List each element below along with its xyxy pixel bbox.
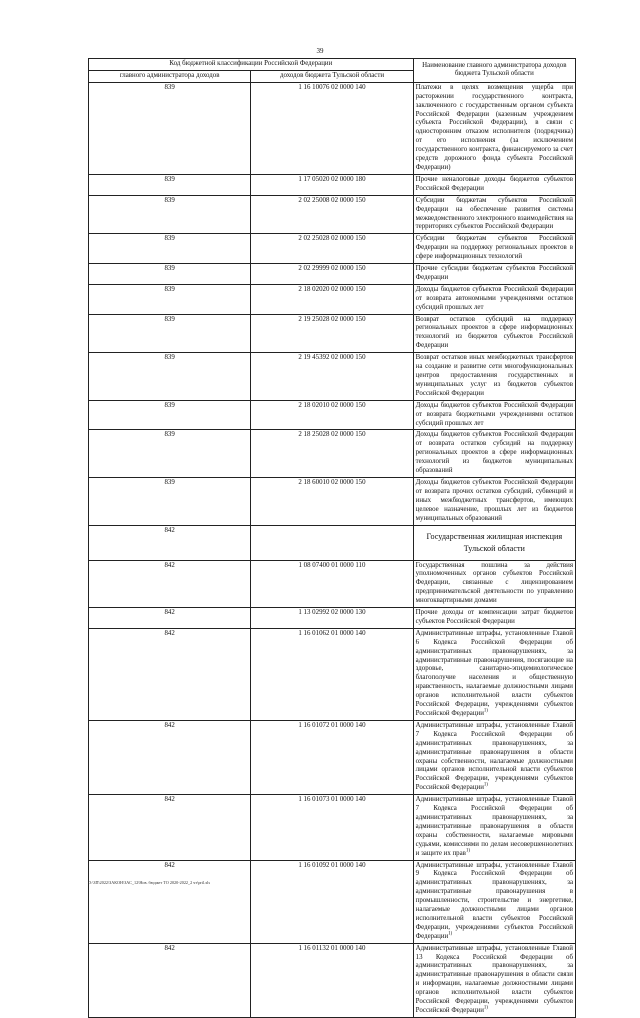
table-row	[89, 264, 576, 285]
revenue-name-cell	[413, 628, 575, 720]
revenue-name-cell	[413, 795, 575, 860]
admin-code-cell: 842	[89, 628, 251, 720]
name-header: Наименование главного администратора доходов бюджета Тульской области	[413, 59, 575, 83]
table-row	[89, 720, 576, 794]
revenue-name-cell	[413, 195, 575, 234]
revenue-name-text: Административные штрафы, установленные Главой 7 Кодекса Российской Федерации об административных правонарушениях, за административные правонарушения в области охраны собственности, налагаемые мировыми судьями, комиссиями по делам несовершеннолетних и защите их прав	[415, 796, 573, 857]
revenue-name-text: Доходы бюджетов субъектов Российской Федерации от возврата автономными учреждениями остатков субсидий прошлых лет	[415, 285, 573, 311]
table-row	[89, 284, 576, 314]
admin-code-cell: 839	[89, 314, 251, 353]
table-row	[89, 628, 576, 720]
admin-code-cell: 839	[89, 82, 251, 174]
revenue-name-cell	[413, 264, 575, 285]
revenue-name-text: Доходы бюджетов субъектов Российской Федерации от возврата остатков субсидий на поддержку региональных проектов в сфере информационных технологий из бюджетов муниципальных образований	[415, 431, 573, 475]
admin-code-cell: 839	[89, 400, 251, 430]
revenue-name-text: Государственная жилищная инспекция Тульской области	[426, 531, 563, 553]
revenue-name-cell	[413, 314, 575, 353]
table-row	[89, 608, 576, 629]
admin-code-cell: 839	[89, 284, 251, 314]
table-header	[89, 59, 576, 83]
revenue-name-cell	[413, 400, 575, 430]
revenue-name-cell	[413, 860, 575, 943]
revenue-name-text: Доходы бюджетов субъектов Российской Федерации от возврата бюджетными учреждениями остатков субсидий прошлых лет	[415, 401, 573, 427]
revenue-name-cell	[413, 560, 575, 608]
revenue-name-text: Субсидии бюджетам субъектов Российской Федерации на обеспечение развития системы межведомственного электронного взаимодействия на территориях субъектов Российской Федерации	[415, 196, 573, 231]
revenue-name-cell	[413, 477, 575, 525]
table-row	[89, 400, 576, 430]
revenue-code-cell: 1 16 01092 01 0000 140	[251, 860, 413, 943]
file-path-footer: D:\ЗП\2022\ЗАКОН\ЗАС_12\Нов. бюджет ТО 2020-2022_2 чт\pril.xls	[88, 880, 211, 885]
admin-code-cell: 839	[89, 264, 251, 285]
revenue-name-cell	[413, 608, 575, 629]
revenue-name-text: Административные штрафы, установленные Главой 6 Кодекса Российской Федерации об административных правонарушениях, за административные правонарушения, посягающие на здоровье, санитарно-эпидемиологическое благополучие населения и общественную нравственность, налагаемые должностными лицами органов исполнительной власти субъектов Российской Федерации, учреждениями субъектов Российской Федерации	[415, 629, 573, 717]
revenue-name-text: Доходы бюджетов субъектов Российской Федерации от возврата прочих остатков субсидий, субвенций и иных межбюджетных трансфертов, имеющих целевое назначение, прошлых лет из бюджетов муниципальных образований	[415, 478, 573, 522]
table-row	[89, 174, 576, 195]
revenue-code-cell: 1 16 01062 01 0000 140	[251, 628, 413, 720]
table-row	[89, 943, 576, 1017]
revenue-code-cell: 2 19 25028 02 0000 150	[251, 314, 413, 353]
admin-code-cell: 839	[89, 353, 251, 401]
table-row	[89, 525, 576, 560]
revenue-code-cell: 2 18 02020 02 0000 150	[251, 284, 413, 314]
table-row	[89, 477, 576, 525]
table-row	[89, 314, 576, 353]
revenue-name-cell	[413, 82, 575, 174]
table-row	[89, 353, 576, 401]
admin-code-cell: 839	[89, 477, 251, 525]
revenue-code-cell: 1 13 02992 02 0000 130	[251, 608, 413, 629]
revenue-name-cell	[413, 430, 575, 478]
admin-code-cell: 842	[89, 943, 251, 1017]
table-row	[89, 795, 576, 860]
revenue-code-cell: 1 16 10076 02 0000 140	[251, 82, 413, 174]
revenue-name-cell	[413, 353, 575, 401]
footnote-marker: 1)	[483, 708, 488, 714]
admin-code-cell: 842	[89, 525, 251, 560]
revenue-code-cell: 2 18 02010 02 0000 150	[251, 400, 413, 430]
revenue-name-text: Административные штрафы, установленные Главой 7 Кодекса Российской Федерации об административных правонарушениях, за административные правонарушения в области охраны собственности, налагаемые должностными лицами органов исполнительной власти субъектов Российской Федерации, учреждениями субъектов Российской Федерации	[415, 721, 573, 792]
revenue-name-text: Прочие неналоговые доходы бюджетов субъектов Российской Федерации	[415, 175, 573, 192]
table-row	[89, 560, 576, 608]
footnote-marker: 1)	[483, 782, 488, 788]
revenue-name-cell	[413, 234, 575, 264]
revenue-name-text: Прочие доходы от компенсации затрат бюджетов субъектов Российской Федерации	[415, 609, 573, 625]
admin-code-cell: 842	[89, 795, 251, 860]
revenue-name-text: Государственная пошлина за действия уполномоченных органов субъектов Российской Федерации, связанные с лицензированием предпринимательской деятельности по управлению многоквартирными домами	[415, 561, 573, 605]
revenue-code-cell: 1 16 01132 01 0000 140	[251, 943, 413, 1017]
table-body	[89, 82, 576, 1017]
revenue-code-cell: 2 19 45392 02 0000 150	[251, 353, 413, 401]
revenue-code-cell: 2 02 25008 02 0000 150	[251, 195, 413, 234]
admin-code-cell: 839	[89, 174, 251, 195]
revenue-code-cell	[251, 525, 413, 560]
admin-code-cell: 839	[89, 430, 251, 478]
footnote-marker: 1)	[448, 931, 453, 937]
admin-code-cell: 842	[89, 560, 251, 608]
revenue-name-cell	[413, 284, 575, 314]
revenue-code-cell: 1 17 05020 02 0000 180	[251, 174, 413, 195]
revenue-name-text: Возврат остатков субсидий на поддержку региональных проектов в сфере информационных технологий из бюджетов субъектов Российской Федерации	[415, 315, 573, 350]
revenue-name-cell	[413, 525, 575, 560]
page-number: 39	[316, 47, 324, 55]
revenue-code-cell: 2 18 60010 02 0000 150	[251, 477, 413, 525]
footnote-marker: 1)	[483, 1005, 488, 1011]
revenue-name-cell	[413, 720, 575, 794]
admin-header: главного администратора доходов	[89, 70, 251, 82]
table-row	[89, 195, 576, 234]
table-row	[89, 860, 576, 943]
revenue-code-cell: 2 02 25028 02 0000 150	[251, 234, 413, 264]
revenue-name-text: Возврат остатков иных межбюджетных трансфертов на создание и развитие сети многофункциональных центров предоставления государственных и муниципальных услуг из бюджетов субъектов Российской Федерации	[415, 354, 573, 397]
revenue-code-cell: 2 18 25028 02 0000 150	[251, 430, 413, 478]
code-header: доходов бюджета Тульской области	[251, 70, 413, 82]
revenue-name-cell	[413, 174, 575, 195]
table-row	[89, 430, 576, 478]
revenue-name-text: Платежи в целях возмещения ущерба при расторжении государственного контракта, заключенного с государственным органом субъекта Российской Федерации (казенным учреждением субъекта Российской Федерации), в связи с односторонним отказом исполнителя (подрядчика) от его исполнения (за исключением государственного контракта, финансируемого за счет средств дорожного фонда субъекта Российской Федерации)	[415, 83, 573, 171]
revenue-code-cell: 2 02 29999 02 0000 150	[251, 264, 413, 285]
revenue-name-text: Административные штрафы, установленные Главой 13 Кодекса Российской Федерации об административных правонарушениях, за административные правонарушения в области связи и информации, налагаемые должностными лицами органов исполнительной власти субъектов Российской Федерации, учреждениями субъектов Российской Федерации	[415, 944, 573, 1014]
revenue-code-cell: 1 16 01072 01 0000 140	[251, 720, 413, 794]
revenue-code-cell: 1 08 07400 01 0000 110	[251, 560, 413, 608]
revenue-name-cell	[413, 943, 575, 1017]
admin-code-cell: 839	[89, 234, 251, 264]
revenue-name-text: Субсидии бюджетам субъектов Российской Федерации на поддержку региональных проектов в сфере информационных технологий	[415, 235, 573, 261]
table-row	[89, 82, 576, 174]
table-row	[89, 234, 576, 264]
kbk-header: Код бюджетной классификации Российской Федерации	[89, 59, 414, 71]
revenue-name-text: Административные штрафы, установленные Главой 9 Кодекса Российской Федерации об административных правонарушениях, за административные правонарушения в промышленности, строительстве и энергетике, налагаемые должностными лицами органов исполнительной власти субъектов Российской Федерации, учреждениями субъектов Российской Федерации	[415, 861, 573, 940]
admin-code-cell: 839	[89, 195, 251, 234]
budget-revenue-table	[88, 58, 576, 1018]
revenue-name-text: Прочие субсидии бюджетам субъектов Российской Федерации	[415, 265, 573, 281]
admin-code-cell: 842	[89, 608, 251, 629]
revenue-code-cell: 1 16 01073 01 0000 140	[251, 795, 413, 860]
admin-code-cell: 842	[89, 860, 251, 943]
footnote-marker: 1)	[465, 848, 470, 854]
admin-code-cell: 842	[89, 720, 251, 794]
